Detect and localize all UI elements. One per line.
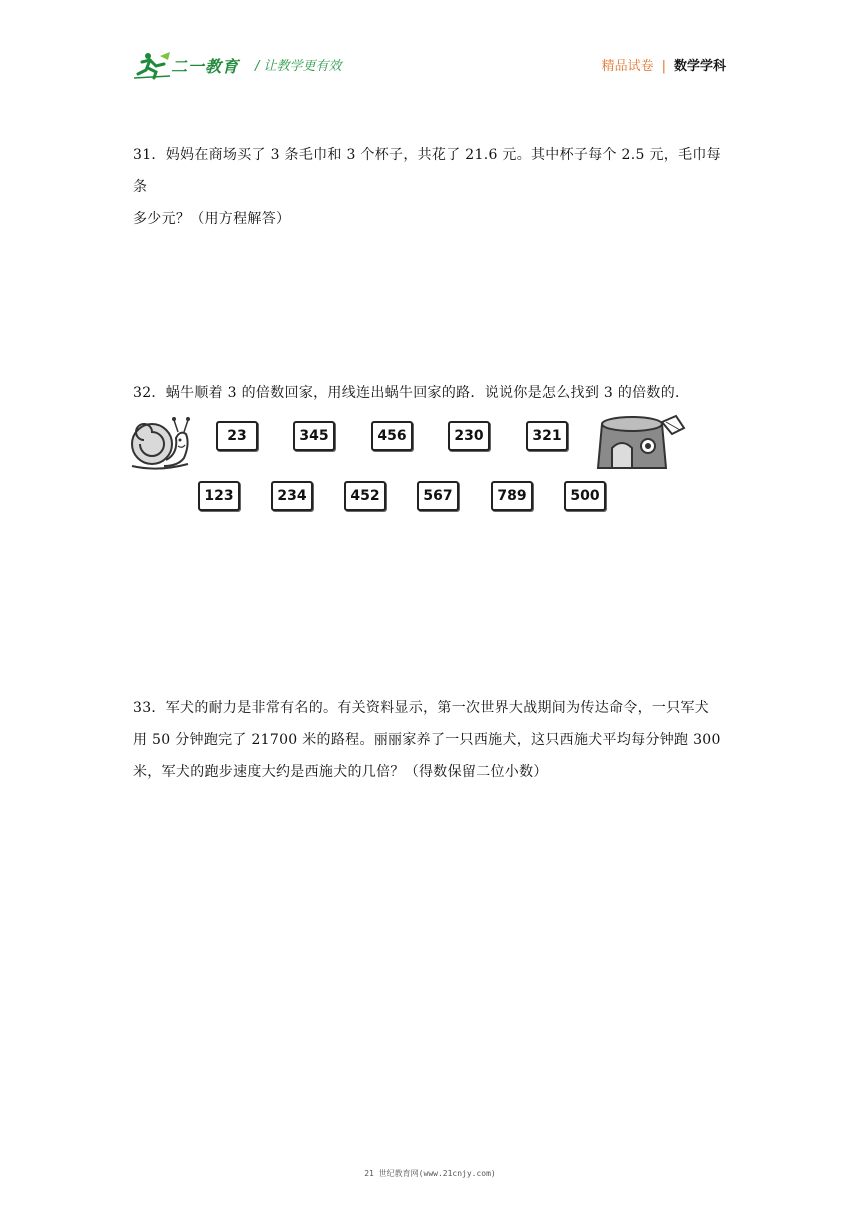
question-32-line-1: 32．蜗牛顺着 3 的倍数回家，用线连出蜗牛回家的路．说说你是怎么找到 3 的倍数的． — [133, 385, 690, 401]
question-33 — [133, 692, 733, 788]
badge-label: 精品试卷 — [601, 59, 654, 74]
question-32 — [133, 377, 733, 409]
header-slogan: / 让教学更有效 — [255, 59, 342, 74]
logo-wordmark: 二一教育 — [171, 57, 240, 76]
number-box[interactable]: 789 — [491, 481, 533, 511]
snail-illustration — [128, 414, 196, 474]
page-footer: 21 世纪教育网(www.21cnjy.com) — [364, 1169, 496, 1178]
number-box[interactable]: 345 — [293, 421, 335, 451]
stump-house-illustration — [592, 412, 688, 474]
badge-separator: | — [661, 59, 666, 74]
number-box[interactable]: 234 — [271, 481, 313, 511]
number-box[interactable]: 230 — [448, 421, 490, 451]
question-33-line-3: 米，军犬的跑步速度大约是西施犬的几倍？（得数保留二位小数） — [133, 764, 548, 780]
header-badge — [602, 55, 726, 74]
number-box[interactable]: 452 — [344, 481, 386, 511]
question-33-line-2: 用 50 分钟跑完了 21700 米的路程。丽丽家养了一只西施犬，这只西施犬平均每分钟跑 300 — [133, 732, 721, 748]
number-box[interactable]: 123 — [198, 481, 240, 511]
number-box[interactable]: 23 — [216, 421, 258, 451]
number-box[interactable]: 500 — [564, 481, 606, 511]
number-box[interactable]: 321 — [526, 421, 568, 451]
number-box[interactable]: 456 — [371, 421, 413, 451]
question-33-line-1: 33．军犬的耐力是非常有名的。有关资料显示，第一次世界大战期间为传达命令，一只军犬 — [133, 700, 710, 716]
subject-label: 数学学科 — [673, 59, 726, 74]
number-box[interactable]: 567 — [417, 481, 459, 511]
question-31-line-2: 多少元？（用方程解答） — [133, 211, 291, 227]
question-31 — [133, 139, 733, 235]
question-31-line-1: 31．妈妈在商场买了 3 条毛巾和 3 个杯子，共花了 21.6 元。其中杯子每个 2.5 元，毛巾每条 — [133, 147, 721, 195]
page-header — [0, 0, 860, 90]
